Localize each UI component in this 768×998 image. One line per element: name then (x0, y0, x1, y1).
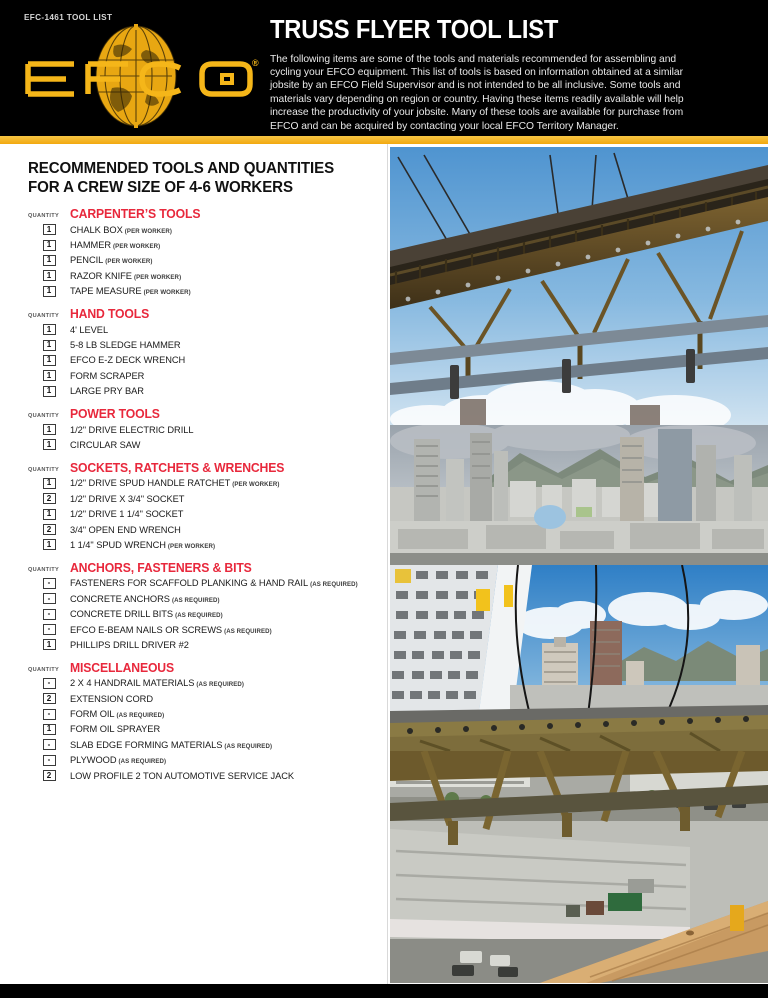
tool-item-note: (AS REQUIRED) (224, 742, 273, 750)
tool-item-name (70, 740, 272, 750)
section-header-row (28, 407, 387, 421)
quantity-cell (28, 624, 70, 635)
quantity-box: 1 (43, 270, 56, 281)
quantity-box: 1 (43, 370, 56, 381)
tool-section (28, 461, 387, 553)
tool-item-label: TAPE MEASURE (70, 286, 142, 297)
tool-item-label: 1 1/4" SPUD WRENCH (70, 539, 166, 550)
tool-item-label: 2 X 4 HANDRAIL MATERIALS (70, 678, 195, 689)
tool-item-name (70, 371, 144, 381)
tool-item-row (28, 576, 387, 591)
tool-item-name (70, 578, 358, 588)
section-header-row (28, 661, 387, 675)
quantity-cell (28, 439, 70, 450)
tool-item-name (70, 640, 189, 650)
tool-item-row (28, 706, 387, 721)
tool-item-note: (PER WORKER) (133, 273, 182, 281)
tool-item-label: LARGE PRY BAR (70, 386, 144, 397)
tool-item-name (70, 440, 140, 450)
tool-section (28, 561, 387, 653)
quantity-cell (28, 755, 70, 766)
quantity-box: 1 (43, 724, 56, 735)
section-heading (28, 160, 380, 197)
quantity-cell (28, 370, 70, 381)
tool-item-label: FORM OIL SPRAYER (70, 724, 161, 735)
tool-item-label: 1/2" DRIVE 1 1/4" SOCKET (70, 509, 184, 520)
tool-item-note: (AS REQUIRED) (175, 612, 223, 620)
tool-item-label: SLAB EDGE FORMING MATERIALS (70, 739, 223, 750)
tool-item-row (28, 422, 387, 437)
quantity-cell (28, 724, 70, 735)
section-header-row (28, 207, 387, 221)
tool-item-row (28, 691, 387, 706)
quantity-box: 1 (43, 255, 56, 266)
section-title: POWER TOOLS (70, 406, 160, 421)
quantity-box: 1 (43, 355, 56, 366)
tool-item-note: (PER WORKER) (124, 227, 173, 235)
section-title: CARPENTER’S TOOLS (70, 207, 201, 221)
quantity-box: 1 (43, 324, 56, 335)
quantity-box: 1 (43, 386, 56, 397)
tool-item-note: (AS REQUIRED) (171, 596, 220, 604)
quantity-cell (28, 539, 70, 550)
tool-item-name (70, 425, 193, 435)
tool-item-label: CONCRETE ANCHORS (70, 593, 170, 604)
header-text-block (270, 18, 748, 133)
tool-item-row (28, 353, 387, 368)
photo-truss-deck-with-high-rise-towers (390, 565, 768, 751)
tool-item-label: PLYWOOD (70, 755, 117, 766)
tool-section (28, 661, 387, 784)
tool-item-row (28, 537, 387, 552)
tool-item-row (28, 337, 387, 352)
quantity-cell (28, 639, 70, 650)
quantity-box: - (43, 593, 56, 604)
tool-item-name (70, 771, 294, 781)
quantity-cell (28, 509, 70, 520)
registered-trademark-icon: ® (252, 58, 259, 68)
tool-item-label: RAZOR KNIFE (70, 270, 132, 281)
tool-item-label: 1/2" DRIVE X 3/4" SOCKET (70, 493, 185, 504)
quantity-box: 1 (43, 340, 56, 351)
quantity-cell (28, 493, 70, 504)
tool-item-row (28, 506, 387, 521)
tool-item-name (70, 694, 153, 704)
tool-section (28, 207, 387, 299)
quantity-column-label: QUANTITY (28, 566, 59, 573)
tool-item-name (70, 478, 279, 488)
tool-item-note: (AS REQUIRED) (224, 627, 272, 635)
tool-item-label: EFCO E-Z DECK WRENCH (70, 355, 186, 366)
quantity-cell (28, 424, 70, 435)
quantity-box: 1 (43, 539, 56, 550)
section-heading-line1: RECOMMENDED TOOLS AND QUANTITIES (28, 160, 335, 177)
page-header (0, 0, 768, 136)
tool-item-label: FORM OIL (70, 709, 115, 720)
tool-item-row (28, 522, 387, 537)
quantity-box: - (43, 755, 56, 766)
tool-item-note: (AS REQUIRED) (118, 758, 167, 766)
page-title: TRUSS FLYER TOOL LIST (270, 16, 559, 44)
tool-item-row (28, 284, 387, 299)
tool-item-note: (PER WORKER) (113, 243, 161, 251)
efco-logo (22, 22, 267, 130)
quantity-column-label: QUANTITY (28, 466, 59, 473)
tool-item-row (28, 237, 387, 252)
tool-section (28, 407, 387, 453)
tool-item-label: PHILLIPS DRILL DRIVER #2 (70, 639, 189, 650)
section-header-row (28, 461, 387, 475)
tool-item-name (70, 494, 184, 504)
page-body (0, 144, 768, 984)
section-title: MISCELLANEOUS (70, 660, 174, 675)
quantity-box: - (43, 609, 56, 620)
quantity-box: 1 (43, 478, 56, 489)
tool-item-name (70, 509, 183, 519)
tool-item-row (28, 368, 387, 383)
quantity-box: 1 (43, 286, 56, 297)
quantity-cell (28, 593, 70, 604)
quantity-box: 1 (43, 509, 56, 520)
tool-item-name (70, 594, 220, 604)
tool-item-label: 3/4" OPEN END WRENCH (70, 524, 181, 535)
quantity-cell (28, 324, 70, 335)
tool-item-name (70, 386, 144, 396)
quantity-cell (28, 709, 70, 720)
quantity-column-label: QUANTITY (28, 312, 59, 319)
quantity-box: - (43, 709, 56, 720)
tool-item-row (28, 622, 387, 637)
tool-item-name (70, 225, 172, 235)
section-title: SOCKETS, RATCHETS & WRENCHES (70, 460, 285, 475)
tool-item-row (28, 722, 387, 737)
tool-item-name (70, 625, 272, 635)
quantity-box: 1 (43, 439, 56, 450)
quantity-cell (28, 386, 70, 397)
intro-paragraph: The following items are some of the tools and materials recommended for assembling and cycling your EFCO equipment. This list of tools is based on information obtained at a similar jobsite by an EFCO Field Supervisor and is not intended to be all inclusive. Some tools and materials vary depending on region or country. Having these items readily available will help increase the productivity of your jobsite. Many of these tools are available for purchase from EFCO and can be acquired by contacting your local EFCO Territory Manager. (270, 53, 684, 132)
tool-item-row (28, 268, 387, 283)
efco-wordmark (22, 58, 267, 100)
section-header-row (28, 561, 387, 575)
tool-item-label: CONCRETE DRILL BITS (70, 609, 174, 620)
tool-item-row (28, 753, 387, 768)
photo-city-skyline-with-mountains (390, 425, 768, 565)
tool-item-name (70, 240, 160, 250)
tool-item-label: CIRCULAR SAW (70, 439, 141, 450)
tool-item-note: (PER WORKER) (167, 542, 216, 550)
tool-item-row (28, 491, 387, 506)
tool-item-label: 5-8 LB SLEDGE HAMMER (70, 340, 181, 351)
quantity-box: 1 (43, 240, 56, 251)
quantity-box: 2 (43, 493, 56, 504)
tool-item-row (28, 437, 387, 452)
tool-item-row (28, 222, 387, 237)
tool-item-name (70, 355, 185, 365)
tool-sections (28, 207, 387, 783)
tool-item-row (28, 253, 387, 268)
tool-item-label: CHALK BOX (70, 224, 123, 235)
quantity-cell (28, 478, 70, 489)
quantity-column-label: QUANTITY (28, 412, 59, 419)
tool-item-name (70, 525, 181, 535)
quantity-box: - (43, 578, 56, 589)
quantity-box: - (43, 678, 56, 689)
quantity-column-label: QUANTITY (28, 666, 59, 673)
quantity-box: 2 (43, 524, 56, 535)
tool-item-label: 1/2" DRIVE SPUD HANDLE RATCHET (70, 478, 231, 489)
tool-item-name (70, 678, 244, 688)
tool-item-label: FASTENERS FOR SCAFFOLD PLANKING & HAND RAIL (70, 578, 309, 589)
tool-item-row (28, 606, 387, 621)
quantity-cell (28, 578, 70, 589)
tool-item-note: (PER WORKER) (105, 258, 153, 266)
photo-column (388, 144, 768, 984)
section-title: HAND TOOLS (70, 306, 150, 321)
quantity-cell (28, 355, 70, 366)
quantity-cell (28, 739, 70, 750)
quantity-cell (28, 240, 70, 251)
section-header-row (28, 307, 387, 321)
quantity-cell (28, 340, 70, 351)
tool-item-row (28, 384, 387, 399)
tool-item-label: EXTENSION CORD (70, 693, 153, 704)
tool-item-name (70, 724, 160, 734)
tool-item-row (28, 676, 387, 691)
tool-item-note: (PER WORKER) (143, 289, 191, 297)
quantity-cell (28, 255, 70, 266)
quantity-box: - (43, 739, 56, 750)
tool-item-name (70, 271, 181, 281)
photo-aerial-view-of-rooftops-and-parking (390, 751, 768, 983)
section-heading-line2: FOR A CREW SIZE OF 4-6 WORKERS (28, 178, 293, 196)
tool-item-row (28, 322, 387, 337)
tool-item-name (70, 609, 223, 619)
tool-item-note: (PER WORKER) (232, 481, 280, 489)
tool-item-name (70, 540, 215, 550)
tool-item-label: PENCIL (70, 255, 104, 266)
gold-divider-bar (0, 136, 768, 144)
tool-item-note: (AS REQUIRED) (310, 581, 358, 589)
tool-item-name (70, 286, 191, 296)
tool-section (28, 307, 387, 399)
quantity-cell (28, 770, 70, 781)
tool-item-label: 4' LEVEL (70, 324, 109, 335)
tool-item-row (28, 737, 387, 752)
quantity-box: 1 (43, 224, 56, 235)
section-title: ANCHORS, FASTENERS & BITS (70, 560, 252, 575)
tool-list-column (0, 144, 388, 984)
tool-item-label: FORM SCRAPER (70, 370, 145, 381)
quantity-cell (28, 524, 70, 535)
document-code: EFC-1461 TOOL LIST (24, 13, 113, 22)
tool-item-row (28, 768, 387, 783)
tool-item-name (70, 255, 153, 265)
tool-item-label: LOW PROFILE 2 TON AUTOMOTIVE SERVICE JACK (70, 770, 295, 781)
quantity-box: 1 (43, 639, 56, 650)
quantity-cell (28, 693, 70, 704)
quantity-cell (28, 270, 70, 281)
quantity-column-label: QUANTITY (28, 213, 59, 219)
tool-item-name (70, 340, 181, 350)
tool-item-name (70, 755, 166, 765)
quantity-box: 1 (43, 424, 56, 435)
tool-item-label: EFCO E-BEAM NAILS OR SCREWS (70, 624, 223, 635)
tool-item-row (28, 591, 387, 606)
quantity-cell (28, 678, 70, 689)
tool-item-row (28, 637, 387, 652)
quantity-cell (28, 224, 70, 235)
quantity-box: 2 (43, 693, 56, 704)
photo-truss-flyer-hoisted-against-sky (390, 147, 768, 425)
tool-item-name (70, 325, 108, 335)
quantity-box: 2 (43, 770, 56, 781)
quantity-cell (28, 609, 70, 620)
tool-item-note: (AS REQUIRED) (196, 681, 245, 689)
tool-item-row (28, 476, 387, 491)
quantity-box: - (43, 624, 56, 635)
tool-item-name (70, 709, 164, 719)
tool-item-label: HAMMER (70, 240, 112, 251)
tool-item-note: (AS REQUIRED) (116, 712, 165, 720)
tool-item-label: 1/2" DRIVE ELECTRIC DRILL (70, 424, 194, 435)
quantity-cell (28, 286, 70, 297)
